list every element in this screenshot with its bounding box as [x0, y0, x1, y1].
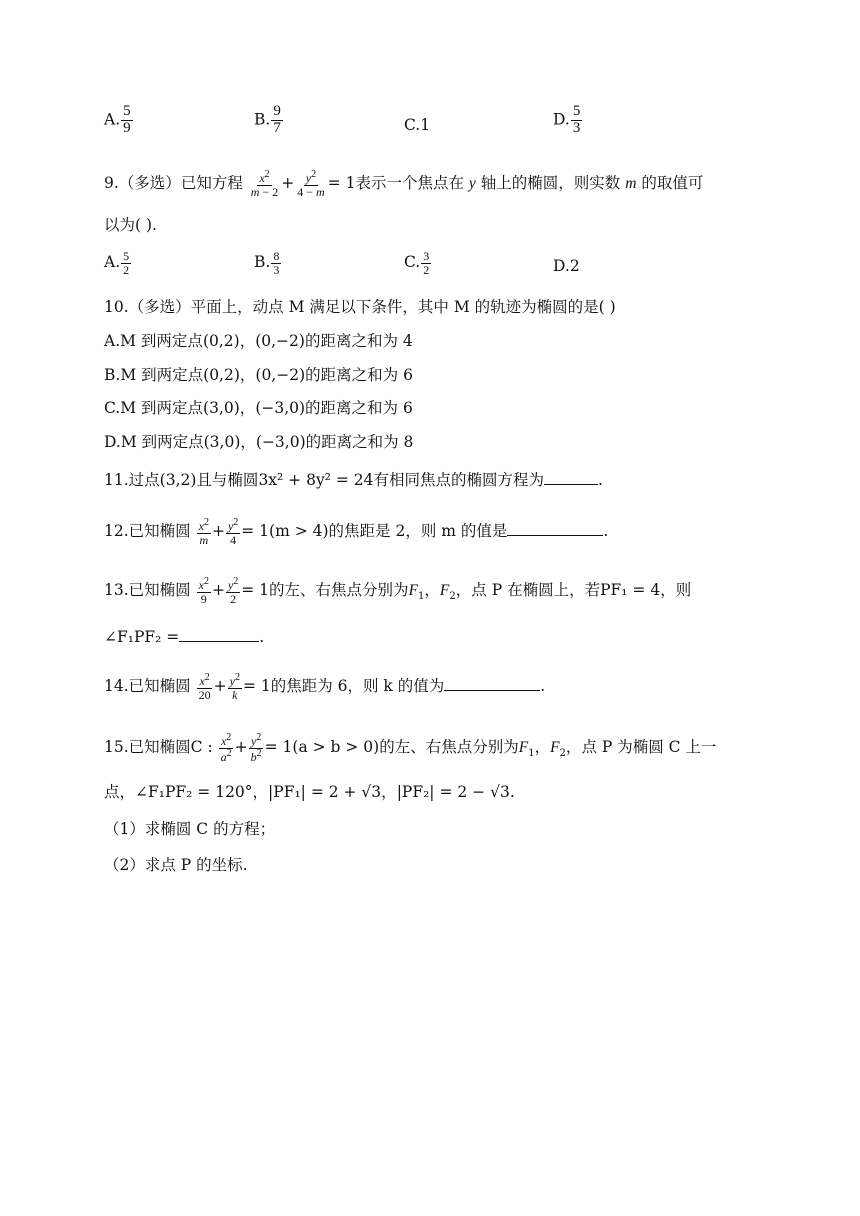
q8-option-a: A. $\frac{5}{9}$: [104, 103, 131, 136]
q10-option-d: D.M 到两定点(3,0)，(−3,0)的距离之和为 8: [104, 433, 414, 451]
q8-option-d: D. $\frac{5}{3}$: [553, 103, 581, 136]
q9-option-a: A. $\frac{5}{2}$: [104, 249, 130, 277]
q9-option-c: C. $\frac{3}{2}$: [404, 249, 430, 277]
q10-option-a: A.M 到两定点(0,2)，(0,−2)的距离之和为 4: [104, 332, 413, 350]
q11-answer-blank[interactable]: [544, 470, 598, 485]
q10-stem: 10.（多选）平面上，动点 M 满足以下条件，其中 M 的轨迹为椭圆的是( ): [104, 298, 616, 316]
q8-option-b: B. $\frac{9}{7}$: [254, 103, 281, 136]
q12-stem: 12.已知椭圆 $\frac{x^2}{m}$ + $\frac{y^2}{4}$ = 1(m > 4)的焦距是 2，则 m 的值是 .: [104, 517, 609, 547]
q9-stem: 9.（多选）已知方程 $\frac{x^2}{m - 2}$ + $\frac{y^2}{4 - m}$ = 1表示一个焦点在 y 轴上的椭圆，则实数 m 的取值可: [104, 169, 704, 199]
q8-option-c: C.1: [404, 116, 431, 134]
q10-option-b: B.M 到两定点(0,2)，(0,−2)的距离之和为 6: [104, 366, 413, 384]
q13-stem-cont: ∠F₁PF₂ = .: [104, 628, 265, 646]
q9-stem-cont: 以为( ).: [104, 216, 157, 234]
q13-answer-blank[interactable]: [179, 627, 259, 642]
q11-stem: 11.过点(3,2)且与椭圆3x² + 8y² = 24有相同焦点的椭圆方程为 .: [104, 471, 603, 489]
q9-option-b: B. $\frac{8}{3}$: [254, 249, 280, 277]
q13-stem: 13.已知椭圆 $\frac{x^2}{9}$ + $\frac{y^2}{2}$ = 1的左、右焦点分别为$F_1$，$F_2$，点 P 在椭圆上，若PF₁ = 4，则: [104, 576, 692, 606]
q15-sub1: （1）求椭圆 C 的方程；: [104, 820, 276, 838]
q14-answer-blank[interactable]: [444, 676, 540, 691]
q14-stem: 14.已知椭圆 $\frac{x^2}{20}$ + $\frac{y^2}{k}$ = 1的焦距为 6，则 k 的值为 .: [104, 672, 546, 702]
q15-sub2: （2）求点 P 的坐标.: [104, 856, 248, 874]
q10-option-c: C.M 到两定点(3,0)，(−3,0)的距离之和为 6: [104, 399, 413, 417]
q15-stem: 15.已知椭圆C : $\frac{x^2}{a^2}$ + $\frac{y^2}{b^2}$ = 1(a > b > 0)的左、右焦点分别为$F_1$，$F_2$，点 P 为椭圆 C 上一: [104, 732, 717, 764]
q9-option-d: D.2: [553, 257, 580, 275]
q12-answer-blank[interactable]: [507, 521, 603, 536]
q15-stem-cont: 点，∠F₁PF₂ = 120°，|PF₁| = 2 + √3，|PF₂| = 2 − √3.: [104, 783, 515, 801]
